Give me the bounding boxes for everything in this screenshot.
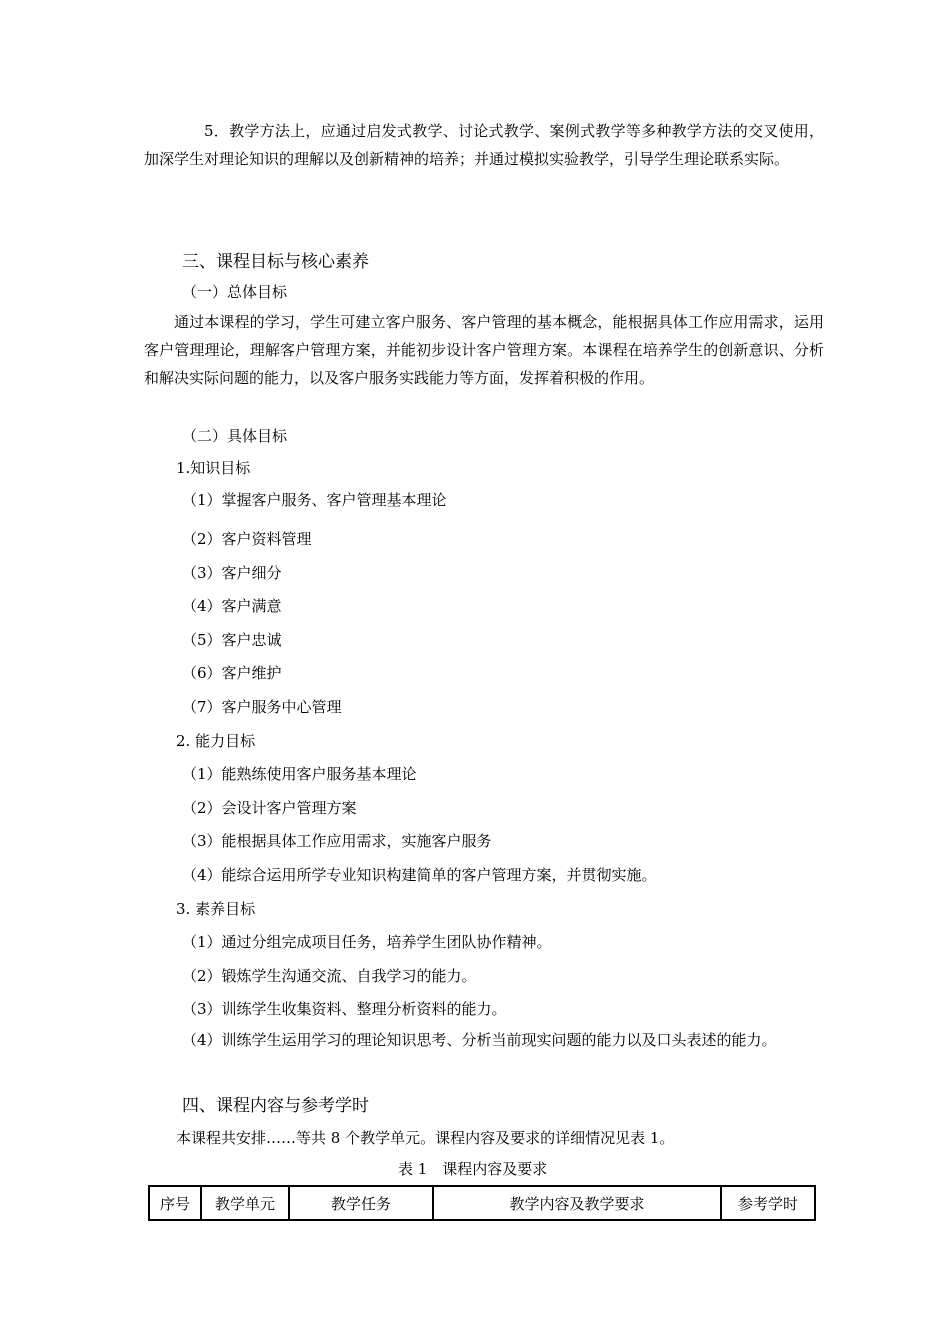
- column-header-hours: 参考学时: [721, 1186, 815, 1220]
- section-4-heading: 四、课程内容与参考学时: [182, 1096, 369, 1116]
- column-header-unit: 教学单元: [201, 1186, 289, 1220]
- list-item: （3）能根据具体工作应用需求，实施客户服务: [182, 832, 492, 850]
- teaching-method-paragraph: 5．教学方法上，应通过启发式教学、讨论式教学、案例式教学等多种教学方法的交叉使用，加深学生对理论知识的理解以及创新精神的培养；并通过模拟实验教学，引导学生理论联系实际。: [144, 122, 824, 168]
- list-item: （1）掌握客户服务、客户管理基本理论: [182, 491, 447, 509]
- list-item: （4）客户满意: [182, 597, 282, 615]
- table-caption: 表 1 课程内容及要求: [398, 1160, 548, 1178]
- knowledge-goal-heading: 1.知识目标: [176, 459, 251, 477]
- overall-goal-paragraph: 通过本课程的学习，学生可建立客户服务、客户管理的基本概念，能根据具体工作应用需求，运用客户管理理论，理解客户管理方案，并能初步设计客户管理方案。本课程在培养学生的创新意识、分析和解决实际问题的能力，以及客户服务实践能力等方面，发挥着积极的作用。: [144, 313, 824, 387]
- section-4-intro: 本课程共安排……等共 8 个教学单元。课程内容及要求的详细情况见表 1。: [176, 1129, 675, 1147]
- list-item: （5）客户忠诚: [182, 631, 282, 649]
- section-3-heading: 三、课程目标与核心素养: [182, 252, 369, 272]
- list-item: （1）能熟练使用客户服务基本理论: [182, 765, 417, 783]
- list-item: （3）训练学生收集资料、整理分析资料的能力。: [182, 1000, 507, 1018]
- list-item: （6）客户维护: [182, 664, 282, 682]
- list-item: （4）能综合运用所学专业知识构建简单的客户管理方案，并贯彻实施。: [182, 866, 657, 884]
- course-content-table: [148, 1185, 816, 1221]
- list-item: （1）通过分组完成项目任务，培养学生团队协作精神。: [182, 933, 552, 951]
- list-item: （4）训练学生运用学习的理论知识思考、分析当前现实问题的能力以及口头表述的能力。: [182, 1031, 777, 1049]
- overall-goal-heading: （一）总体目标: [182, 283, 288, 301]
- list-item: （3）客户细分: [182, 564, 282, 582]
- column-header-task: 教学任务: [289, 1186, 433, 1220]
- column-header-index: 序号: [149, 1186, 201, 1220]
- specific-goal-heading: （二）具体目标: [182, 427, 288, 445]
- column-header-content: 教学内容及教学要求: [433, 1186, 721, 1220]
- ability-goal-heading: 2. 能力目标: [176, 732, 256, 750]
- list-item: （2）客户资料管理: [182, 530, 312, 548]
- list-item: （7）客户服务中心管理: [182, 698, 342, 716]
- list-item: （2）会设计客户管理方案: [182, 799, 357, 817]
- quality-goal-heading: 3. 素养目标: [176, 900, 256, 918]
- table-header-row: [149, 1186, 815, 1220]
- list-item: （2）锻炼学生沟通交流、自我学习的能力。: [182, 967, 477, 985]
